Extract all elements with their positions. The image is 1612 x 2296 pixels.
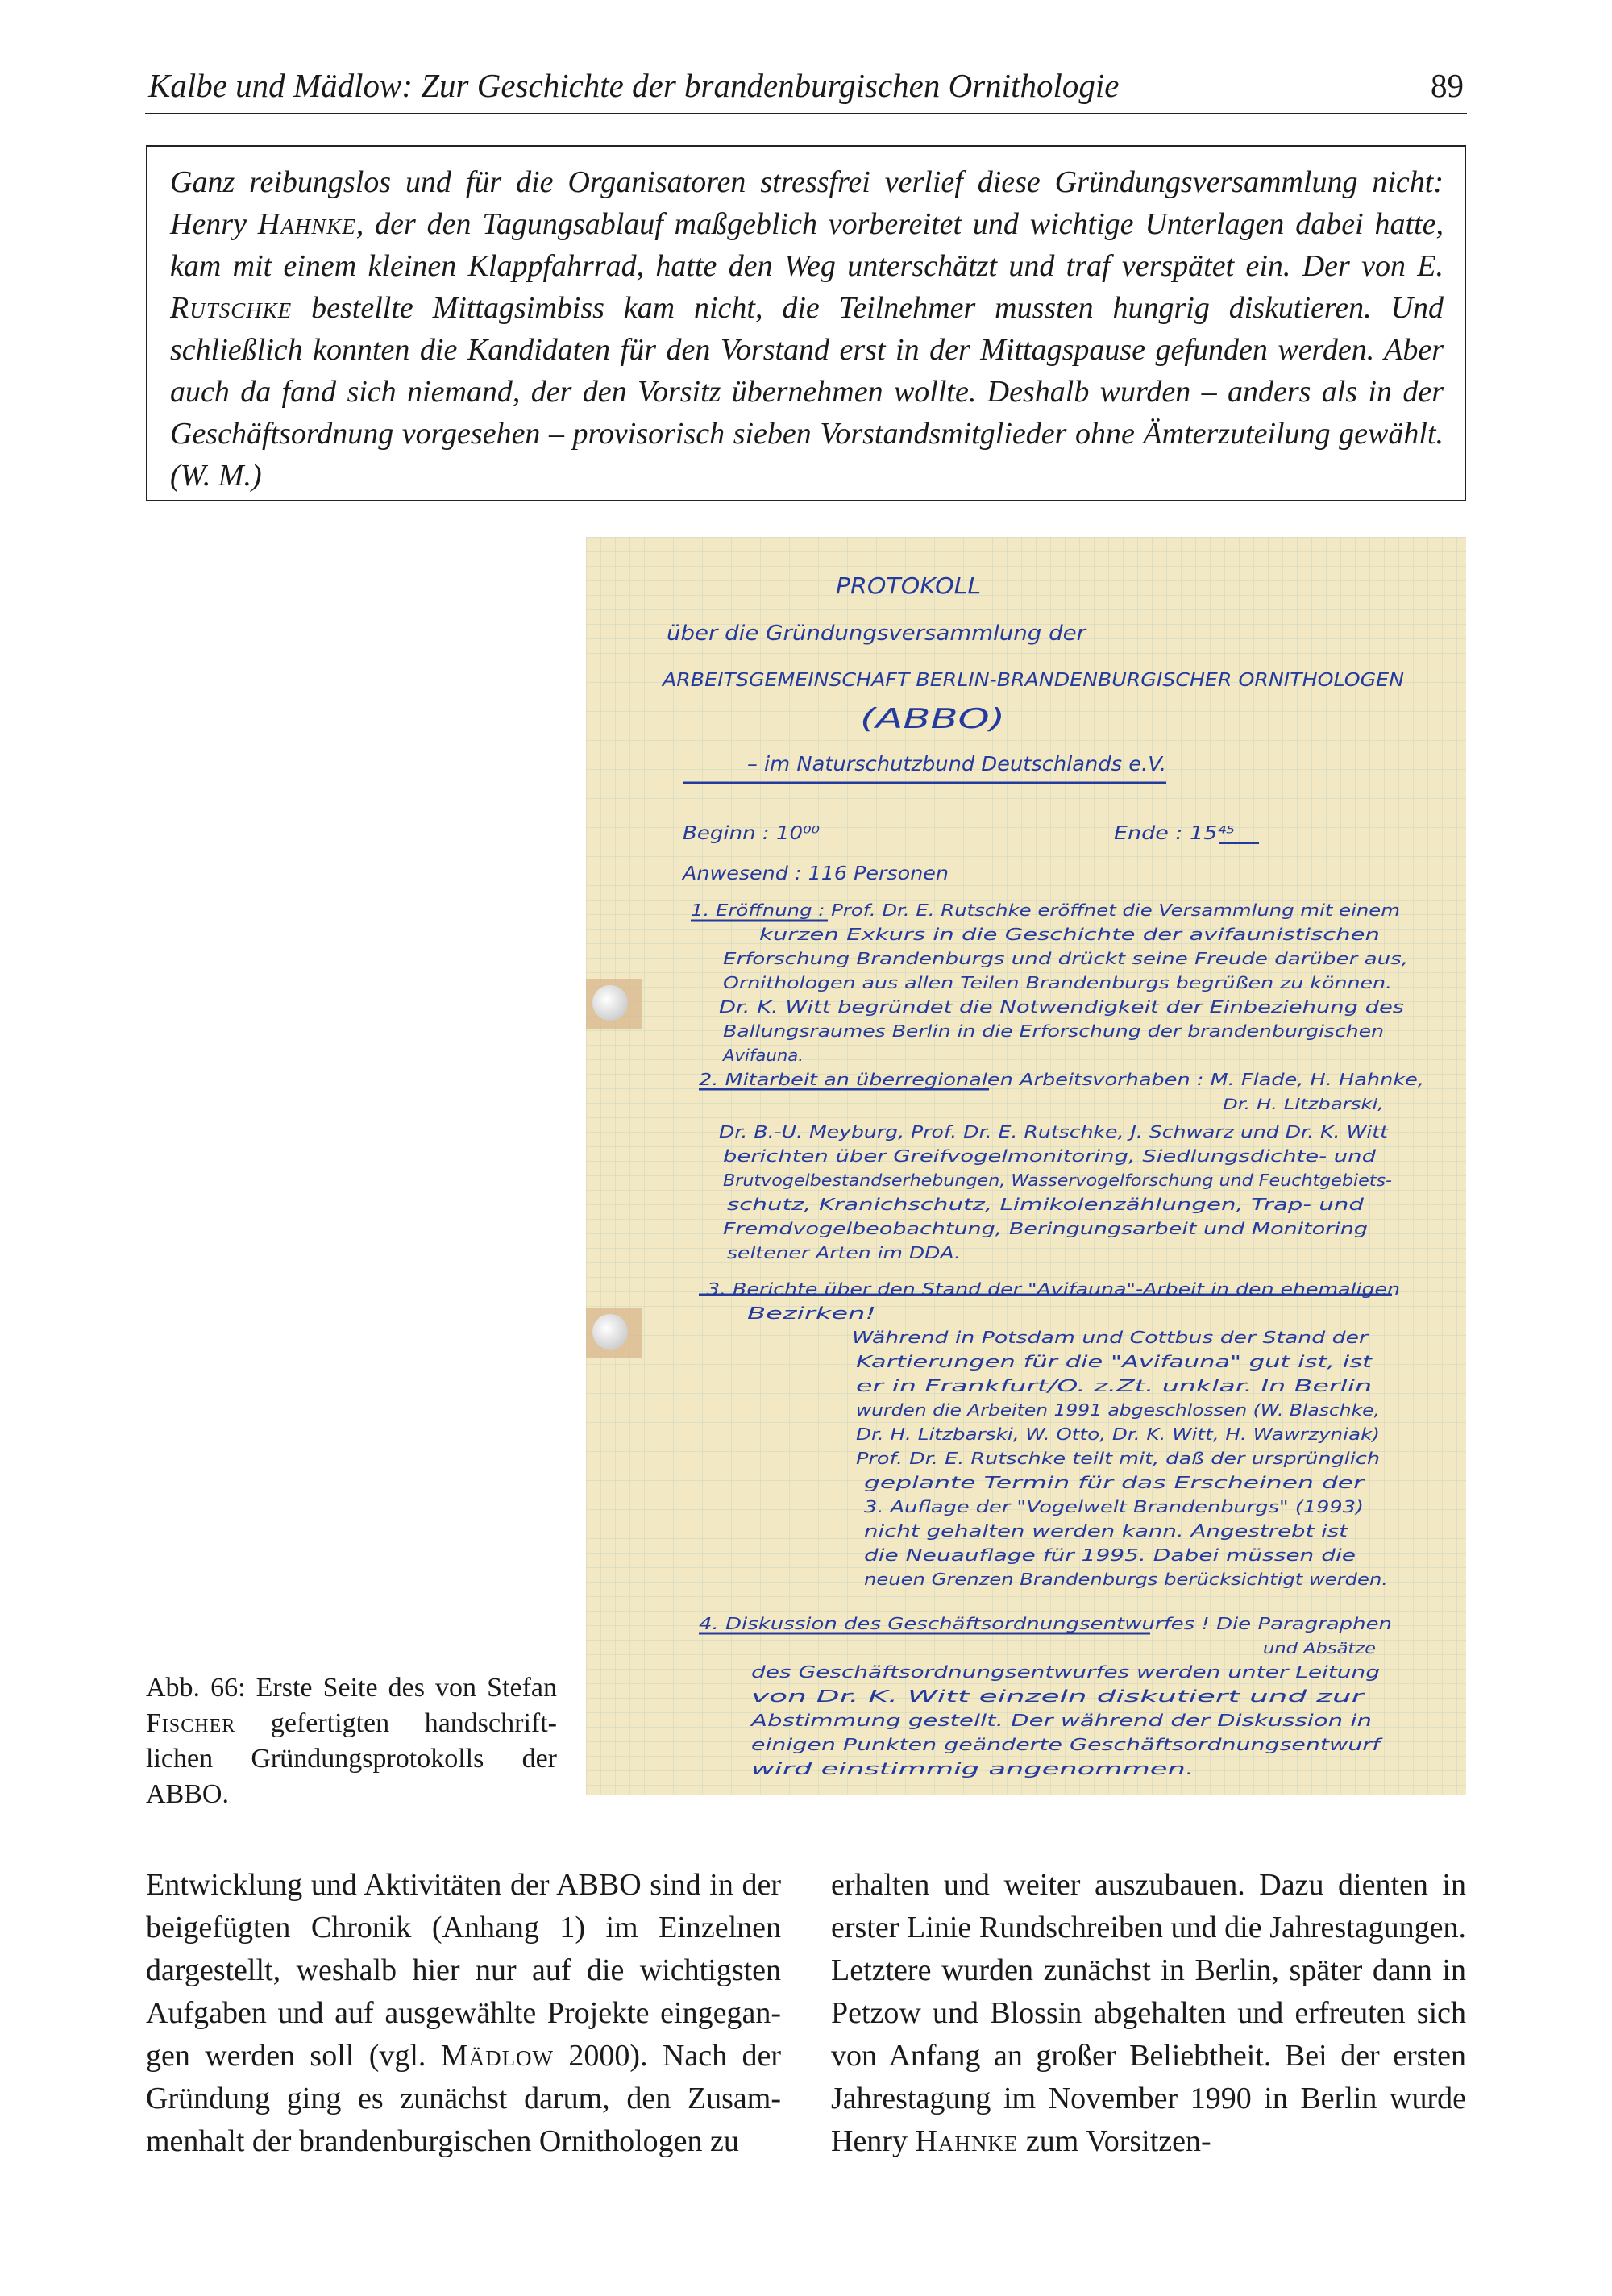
caption-part: gefertigten handschriftlichen Gründungsprotokolls der ABBO. <box>146 1708 557 1809</box>
manuscript-scan <box>586 537 1466 1795</box>
running-header <box>145 63 1467 114</box>
handwritten-line: 4. Diskussion des Geschäftsordnungsentwurfes ! Die Paragraphen <box>699 1614 1392 1633</box>
handwritten-line: er in Frankfurt/O. z.Zt. unklar. In Berlin <box>856 1376 1372 1395</box>
handwritten-line: nicht gehalten werden kann. Angestrebt ist <box>864 1521 1349 1541</box>
handwritten-line: wird einstimmig angenommen. <box>751 1759 1194 1778</box>
handwritten-line: von Dr. K. Witt einzeln diskutiert und zur <box>751 1687 1367 1706</box>
handwritten-line: Kartierungen für die "Avifauna" gut ist, ist <box>856 1352 1373 1371</box>
handwritten-line: Fremdvogelbeobachtung, Beringungsarbeit und Monitoring <box>723 1219 1368 1238</box>
body-part: zum Vorsitzen- <box>1018 2124 1211 2158</box>
manuscript-svg <box>586 537 1466 1795</box>
person-name: Fischer <box>146 1708 236 1738</box>
handwritten-line: – im Naturschutzbund Deutschlands e.V. <box>747 752 1166 776</box>
handwritten-line: Brutvogelbestandserhebungen, Wasservogelforschung und Feuchtgebiets- <box>723 1171 1392 1190</box>
handwritten-line: Ende : 15⁴⁵ <box>1114 823 1235 844</box>
body-column-right <box>831 1864 1466 2163</box>
handwritten-line: 3. Berichte über den Stand der "Avifauna"-Arbeit in den ehemaligen <box>707 1279 1400 1299</box>
person-name: Rutschke <box>170 291 293 325</box>
handwritten-line: 1. Eröffnung : Prof. Dr. E. Rutschke eröffnet die Versammlung mit einem <box>691 901 1400 920</box>
handwritten-line: des Geschäftsordnungsentwurfes werden unter Leitung <box>751 1662 1380 1682</box>
handwritten-line: seltener Arten im DDA. <box>727 1243 961 1262</box>
handwritten-line: schutz, Kranichschutz, Limikolenzählungen, Trap- und <box>727 1195 1365 1214</box>
figure-caption <box>146 1670 557 1812</box>
anecdote-part: bestellte Mittagsimbiss kam nicht, die Teilnehmer mussten hungrig diskutieren. Und schließlich konnten die Kandidaten für den Vorstand erst in der Mittagspause gefunden werden. Aber auch da fand sich niemand, der den Vorsitz übernehmen wollte. Deshalb wurden – anders als in der Geschäftsordnung vorgesehen – provisorisch sieben Vorstandsmitglieder ohne Ämterzuteilung gewählt. (W. M.) <box>170 291 1444 493</box>
handwritten-line: Ballungsraumes Berlin in die Erforschung der brandenburgischen <box>723 1021 1384 1041</box>
person-name: Hahnke <box>915 2124 1019 2158</box>
handwritten-line: Ornithologen aus allen Teilen Brandenburgs begrüßen zu können. <box>723 973 1392 992</box>
handwritten-line: (ABBO) <box>860 703 1005 735</box>
body-part: Entwicklung und Aktivitäten der ABBO sind in der beigefügten Chronik (Anhang 1) im Einzelnen dargestellt, weshalb hier nur auf die wichtigsten Aufgaben und auf ausgewählte Projekte eingegangen werden soll (vgl. <box>146 1868 781 2073</box>
handwritten-line: Prof. Dr. E. Rutschke teilt mit, daß der ursprünglich <box>856 1449 1380 1468</box>
handwritten-line: berichten über Greifvogelmonitoring, Siedlungsdichte- und <box>723 1146 1377 1166</box>
handwritten-line: ARBEITSGEMEINSCHAFT BERLIN-BRANDENBURGISCHER ORNITHOLOGEN <box>660 670 1404 691</box>
handwritten-line: neuen Grenzen Brandenburgs berücksichtigt werden. <box>864 1570 1388 1589</box>
running-title: Kalbe und Mädlow: Zur Geschichte der brandenburgischen Ornithologie <box>148 67 1120 104</box>
handwritten-line: Beginn : 10⁰⁰ <box>683 823 820 844</box>
handwritten-line: Avifauna. <box>721 1046 804 1065</box>
person-name: Hahnke <box>257 207 356 241</box>
handwritten-line: Abstimmung gestellt. Der während der Diskussion in <box>749 1711 1372 1730</box>
handwritten-line: kurzen Exkurs in die Geschichte der avifaunistischen <box>759 925 1380 944</box>
handwritten-line: und Absätze <box>1263 1640 1376 1658</box>
anecdote-text <box>170 161 1444 497</box>
anecdote-part: Ganz reibungslos und für die Organisatoren stressfrei verlief diese Gründungsversammlung nicht: Henry <box>170 165 1444 241</box>
handwritten-line: Dr. B.-U. Meyburg, Prof. Dr. E. Rutschke, J. Schwarz und Dr. K. Witt <box>719 1122 1390 1142</box>
handwritten-line: Dr. H. Litzbarski, <box>1223 1096 1384 1113</box>
handwritten-line: PROTOKOLL <box>836 572 981 599</box>
person-name: Mädlow <box>440 2039 555 2073</box>
handwritten-line: einigen Punkten geänderte Geschäftsordnungsentwurf <box>751 1735 1384 1754</box>
punch-hole <box>592 985 628 1021</box>
handwritten-line: Anwesend : 116 Personen <box>680 863 949 884</box>
grid-lines <box>586 537 1466 1795</box>
handwritten-line: Erforschung Brandenburgs und drückt seine Freude darüber aus, <box>723 949 1408 968</box>
body-part: 2000). Nach der Gründung ging es zunächst darum, den Zusammenhalt der brandenburgischen Ornithologen zu <box>146 2039 781 2158</box>
handwritten-line: 3. Auflage der "Vogelwelt Brandenburgs" (1993) <box>864 1497 1364 1516</box>
anecdote-box <box>146 145 1466 501</box>
punch-hole <box>592 1314 628 1350</box>
handwritten-line: wurden die Arbeiten 1991 abgeschlossen (W. Blaschke, <box>856 1400 1380 1420</box>
body-part: erhalten und weiter auszubauen. Dazu dienten in erster Linie Rundschreiben und die Jahrestagungen. Letztere wurden zunächst in Berlin, später dann in Petzow und Blossin abgehalten und erfreuten sich von Anfang an großer Beliebtheit. Bei der ersten Jahrestagung im November 1990 in Berlin wurde Henry <box>831 1868 1466 2158</box>
handwritten-line: Während in Potsdam und Cottbus der Stand der <box>852 1328 1370 1347</box>
handwritten-line: Bezirken! <box>747 1304 876 1323</box>
handwritten-line: Dr. K. Witt begründet die Notwendigkeit der Einbeziehung des <box>719 997 1404 1017</box>
handwritten-line: geplante Termin für das Erscheinen der <box>864 1473 1366 1492</box>
handwritten-line: die Neuauflage für 1995. Dabei müssen die <box>864 1545 1356 1565</box>
page-number: 89 <box>1431 67 1464 104</box>
handwritten-line: über die Gründungsversammlung der <box>667 622 1088 646</box>
handwritten-line: 2. Mitarbeit an überregionalen Arbeitsvorhaben : M. Flade, H. Hahnke, <box>699 1070 1424 1089</box>
anecdote-part: , der den Tagungsablauf maßgeblich vorbereitet und wichtige Unterlagen dabei hatte, kam mit einem kleinen Klappfahrrad, hatte den Weg unterschätzt und traf verspätet ein. Der von E. <box>170 207 1444 283</box>
body-column-left <box>146 1864 781 2163</box>
caption-part: Abb. 66: Erste Seite des von Stefan <box>146 1673 557 1703</box>
handwritten-line: Dr. H. Litzbarski, W. Otto, Dr. K. Witt, H. Wawrzyniak) <box>856 1425 1380 1444</box>
